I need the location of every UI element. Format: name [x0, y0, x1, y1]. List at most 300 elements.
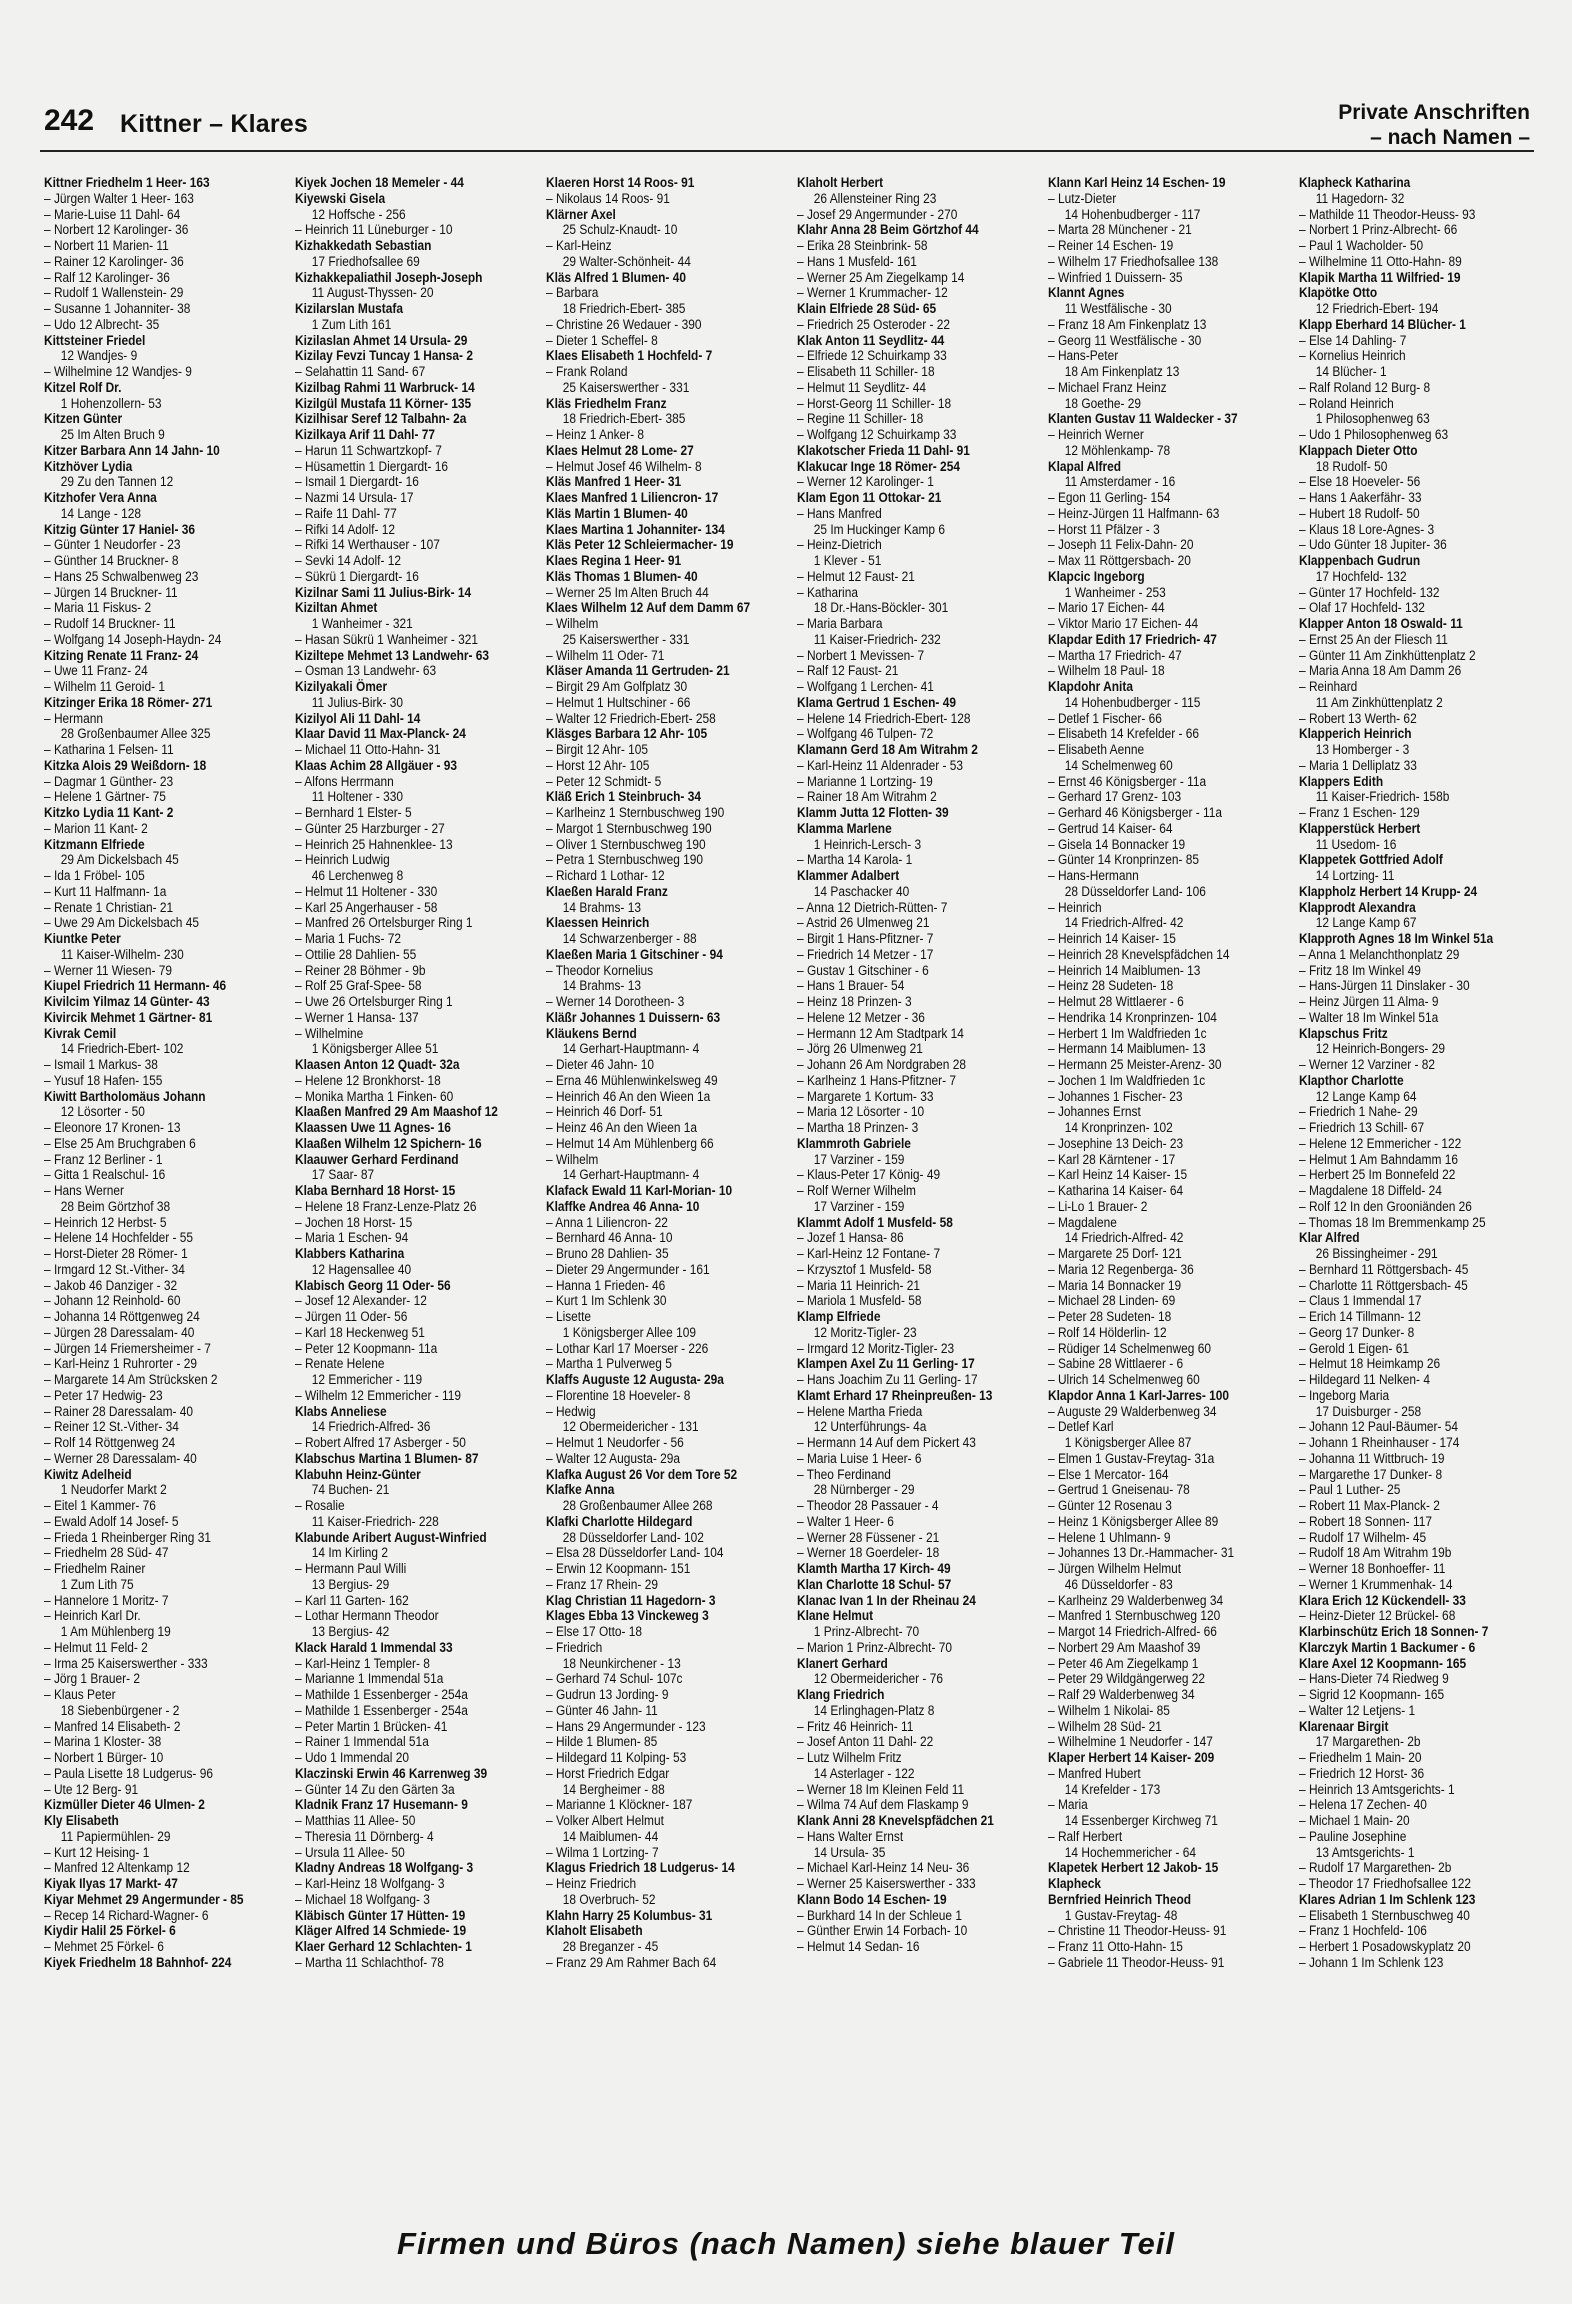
directory-surname-entry: Kizilarslan Mustafa	[295, 301, 403, 317]
directory-entry: – Franz 1 Eschen- 129	[1299, 805, 1420, 821]
directory-entry: – Sabine 28 Wittlaerer - 6	[1048, 1356, 1184, 1373]
directory-entry: – Lutz-Dieter	[1048, 190, 1117, 207]
directory-entry: – Maria 12 Lösorter - 10	[797, 1104, 925, 1121]
directory-surname-entry: Kitzer Barbara Ann 14 Jahn- 10	[44, 442, 220, 459]
directory-entry: – Hermann 12 Am Stadtpark 14	[797, 1025, 964, 1042]
column-3	[546, 176, 786, 2186]
directory-entry-continuation: 17 Margarethen- 2b	[1315, 1734, 1421, 1751]
directory-entry-continuation: 14 Blücher- 1	[1315, 364, 1387, 380]
directory-surname-entry: Klann Bodo 14 Eschen- 19	[797, 1891, 947, 1908]
directory-entry: – Krzysztof 1 Musfeld- 58	[797, 1261, 932, 1278]
directory-entry: – Gerold 1 Eigen- 61	[1299, 1340, 1409, 1357]
directory-surname-entry: Kitzmann Elfriede	[44, 836, 145, 853]
directory-entry: – Rudolf 1 Wallenstein- 29	[44, 285, 184, 302]
directory-entry: – Gitta 1 Realschul- 16	[44, 1167, 166, 1184]
directory-surname-entry: Kläser Amanda 11 Gertruden- 21	[546, 663, 730, 680]
directory-surname-entry: Klanten Gustav 11 Waldecker - 37	[1048, 411, 1238, 428]
directory-entry-continuation: 14 Gerhart-Hauptmann- 4	[562, 1041, 700, 1058]
directory-entry: – Irmgard 12 Moritz-Tigler- 23	[797, 1340, 955, 1357]
directory-entry: – Heinz 1 Königsberger Allee 89	[1048, 1513, 1219, 1530]
directory-entry: – Heinz Jürgen 11 Alma- 9	[1299, 994, 1439, 1010]
directory-surname-entry: Kiyar Mehmet 29 Angermunder - 85	[44, 1891, 244, 1908]
directory-entry: – Uwe 26 Ortelsburger Ring 1	[295, 994, 453, 1010]
directory-entry: – Theresia 11 Dörnberg- 4	[295, 1828, 434, 1845]
directory-entry: – Paul 1 Wacholder- 50	[1299, 238, 1424, 254]
directory-entry: – Ingeborg Maria	[1299, 1387, 1390, 1404]
column-6	[1299, 176, 1539, 2186]
directory-surname-entry: Klamp Elfriede	[797, 1309, 881, 1325]
directory-entry: – Heinz Friedrich	[546, 1876, 637, 1892]
directory-entry: – Walter 12 Letjens- 1	[1299, 1702, 1416, 1719]
directory-entry: – Elfriede 12 Schuirkamp 33	[797, 348, 947, 365]
directory-surname-entry: Kiydir Halil 25 Förkel- 6	[44, 1923, 176, 1940]
directory-surname-entry: Kiuntke Peter	[44, 931, 121, 947]
directory-entry-continuation: 17 Hochfeld- 132	[1315, 568, 1407, 585]
directory-surname-entry: Kizilbag Rahmi 11 Warbruck- 14	[295, 379, 475, 396]
directory-entry-continuation: 28 Großenbaumer Allee 325	[60, 726, 211, 743]
directory-entry: – Sevki 14 Adolf- 12	[295, 553, 402, 569]
directory-surname-entry: Klapdor Anna 1 Karl-Jarres- 100	[1048, 1387, 1230, 1404]
directory-entry: – Susanne 1 Johanniter- 38	[44, 301, 191, 317]
directory-entry: – Karlheinz 29 Walderbenweg 34	[1048, 1592, 1224, 1609]
directory-surname-entry: Klarczyk Martin 1 Backumer - 6	[1299, 1639, 1476, 1656]
section-title-line1: Private Anschriften	[1338, 101, 1530, 124]
directory-entry: – Gabriele 11 Theodor-Heuss- 91	[1048, 1954, 1225, 1971]
directory-entry: – Gustav 1 Gitschiner - 6	[797, 962, 929, 979]
directory-entry: – Max 11 Röttgersbach- 20	[1048, 553, 1191, 569]
directory-entry: – Hüsamettin 1 Diergardt- 16	[295, 458, 449, 475]
directory-entry: – Margarete 1 Kortum- 33	[797, 1088, 934, 1105]
directory-entry: – Johannes Ernst	[1048, 1104, 1141, 1121]
directory-entry-continuation: 28 Großenbaumer Allee 268	[562, 1498, 713, 1514]
directory-entry: – Burkhard 14 In der Schleue 1	[797, 1907, 962, 1924]
directory-entry: – Katharina 1 Felsen- 11	[44, 742, 174, 758]
directory-entry: – Erna 46 Mühlenwinkelsweg 49	[546, 1072, 718, 1089]
directory-entry: – Heinrich 14 Maiblumen- 13	[1048, 962, 1201, 979]
directory-columns	[44, 176, 1538, 2186]
directory-entry: – Reiner 14 Eschen- 19	[1048, 238, 1174, 254]
directory-entry: – Maria Anna 18 Am Damm 26	[1299, 663, 1462, 680]
directory-entry: – Werner 18 Im Kleinen Feld 11	[797, 1781, 965, 1798]
directory-entry: – Hans Manfred	[797, 505, 882, 522]
directory-entry: – Alfons Herrmann	[295, 773, 394, 790]
directory-surname-entry: Kly Elisabeth	[44, 1813, 119, 1829]
directory-entry: – Wilhelm 17 Friedhofsallee 138	[1048, 253, 1219, 270]
directory-entry: – Hans 1 Brauer- 54	[797, 978, 905, 995]
directory-entry: – Johannes 1 Fischer- 23	[1048, 1088, 1183, 1105]
directory-entry: – Heinrich	[1048, 899, 1102, 916]
directory-entry: – Heinrich 28 Knevelspfädchen 14	[1048, 946, 1230, 963]
directory-surname-entry: Klafki Charlotte Hildegard	[546, 1513, 693, 1530]
directory-surname-entry: Kitzen Günter	[44, 411, 123, 428]
directory-entry: – Friedrich	[546, 1639, 603, 1656]
directory-entry: – Marion 1 Prinz-Albrecht- 70	[797, 1639, 952, 1656]
directory-surname-entry: Klapötke Otto	[1299, 285, 1378, 302]
directory-entry-continuation: 14 Lortzing- 11	[1315, 868, 1395, 884]
directory-entry-continuation: 25 Schulz-Knaudt- 10	[562, 222, 678, 239]
directory-entry: – Monika Martha 1 Finken- 60	[295, 1088, 454, 1105]
directory-entry-continuation: 25 Im Alten Bruch 9	[60, 427, 165, 443]
directory-entry: – Robert 13 Werth- 62	[1299, 710, 1417, 727]
directory-entry: – Werner 1 Hansa- 137	[295, 1009, 419, 1026]
directory-entry: – Helene 1 Gärtner- 75	[44, 789, 166, 806]
directory-entry: – Marie-Luise 11 Dahl- 64	[44, 206, 181, 223]
directory-entry: – Ralf 29 Walderbenweg 34	[1048, 1687, 1195, 1703]
directory-entry: – Ralf Herbert	[1048, 1828, 1123, 1845]
directory-entry-continuation: 14 Gerhart-Hauptmann- 4	[562, 1167, 700, 1184]
directory-entry-continuation: 1 Wanheimer - 321	[311, 616, 413, 632]
directory-entry: – Michael Franz Heinz	[1048, 379, 1167, 396]
directory-entry: – Magdalene 18 Diffeld- 24	[1299, 1183, 1442, 1199]
directory-entry: – Hans-Jürgen 11 Dinslaker - 30	[1299, 978, 1470, 995]
directory-entry: – Jürgen 14 Bruckner- 11	[44, 584, 178, 601]
directory-surname-entry: Klapcic Ingeborg	[1048, 568, 1145, 585]
directory-entry-continuation: 12 Lösorter - 50	[60, 1104, 145, 1121]
directory-entry: – Jürgen Walter 1 Heer- 163	[44, 190, 194, 207]
directory-entry: – Elisabeth Aenne	[1048, 742, 1145, 758]
directory-entry: – Karl-Heinz 12 Fontane- 7	[797, 1246, 941, 1262]
directory-entry: – Hannelore 1 Moritz- 7	[44, 1592, 169, 1609]
directory-entry: – Erwin 12 Koopmann- 151	[546, 1561, 691, 1577]
directory-entry: – Lutz Wilhelm Fritz	[797, 1750, 902, 1766]
directory-surname-entry: Kläsges Barbara 12 Ahr- 105	[546, 726, 708, 743]
directory-surname-entry: Kiwitz Adelheid	[44, 1466, 132, 1483]
directory-entry: – Heinrich 12 Herbst- 5	[44, 1214, 167, 1231]
directory-entry: – Ewald Adolf 14 Josef- 5	[44, 1513, 179, 1530]
directory-surname-entry: Kläs Thomas 1 Blumen- 40	[546, 568, 698, 585]
directory-entry: – Helmut 18 Heimkamp 26	[1299, 1356, 1441, 1373]
directory-surname-entry: Kizhakkedath Sebastian	[295, 238, 432, 254]
directory-entry-continuation: 17 Duisburger - 258	[1315, 1403, 1422, 1420]
directory-entry: – Elisabeth 11 Schiller- 18	[797, 364, 935, 380]
directory-entry: – Peter 12 Schmidt- 5	[546, 773, 662, 790]
directory-entry: – Nazmi 14 Ursula- 17	[295, 490, 414, 506]
directory-entry: – Hildegard 11 Nelken- 4	[1299, 1372, 1430, 1388]
directory-surname-entry: Klaholt Elisabeth	[546, 1923, 643, 1940]
directory-entry: – Karl 25 Angerhauser - 58	[295, 899, 438, 916]
directory-surname-entry: Kiziltan Ahmet	[295, 600, 378, 617]
directory-surname-entry: Klaaßen Wilhelm 12 Spichern- 16	[295, 1135, 482, 1152]
directory-entry-continuation: 12 Emmericher - 119	[311, 1372, 423, 1388]
directory-entry: – Volker Albert Helmut	[546, 1813, 664, 1829]
directory-entry: – Marina 1 Kloster- 38	[44, 1734, 162, 1751]
directory-entry: – Dieter 29 Angermunder - 161	[546, 1261, 710, 1278]
directory-entry-continuation: 18 Overbruch- 52	[562, 1891, 656, 1908]
directory-entry-continuation: 18 Rudolf- 50	[1315, 458, 1388, 475]
directory-surname-entry: Klaes Elisabeth 1 Hochfeld- 7	[546, 348, 713, 365]
directory-entry: – Norbert 12 Karolinger- 36	[44, 222, 189, 239]
directory-entry: – Helmut 11 Seydlitz- 44	[797, 379, 926, 396]
footer-note: Firmen und Büros (nach Namen) siehe blauer Teil	[397, 2226, 1175, 2261]
directory-entry: – Irmgard 12 St.-Vither- 34	[44, 1261, 185, 1278]
directory-entry: – Dieter 1 Scheffel- 8	[546, 332, 658, 349]
directory-surname-entry: Kivircik Mehmet 1 Gärtner- 81	[44, 1009, 213, 1026]
directory-entry: – Karl Heinz 14 Kaiser- 15	[1048, 1167, 1188, 1184]
directory-entry: – Martha 18 Prinzen- 3	[797, 1120, 919, 1136]
directory-surname-entry: Klanac Ivan 1 In der Rheinau 24	[797, 1592, 976, 1609]
directory-entry: – Helmut 1 Am Bahndamm 16	[1299, 1151, 1458, 1168]
directory-entry-continuation: 14 Friedrich-Ebert- 102	[60, 1041, 184, 1058]
directory-entry: – Wilma 1 Lortzing- 7	[546, 1844, 659, 1861]
directory-entry: – Franz 17 Rhein- 29	[546, 1576, 658, 1593]
directory-surname-entry: Kizilnar Sami 11 Julius-Birk- 14	[295, 584, 472, 601]
directory-surname-entry: Klapetek Herbert 12 Jakob- 15	[1048, 1860, 1219, 1877]
directory-surname-entry: Klain Elfriede 28 Süd- 65	[797, 301, 937, 317]
directory-entry-continuation: 18 Friedrich-Ebert- 385	[562, 301, 686, 317]
directory-surname-entry: Kizilaslan Ahmet 14 Ursula- 29	[295, 332, 468, 349]
directory-entry: – Werner 25 Kaiserswerther - 333	[797, 1876, 976, 1892]
directory-entry: – Wilhelm 11 Geroid- 1	[44, 679, 165, 695]
column-4	[797, 176, 1037, 2186]
directory-surname-entry: Klack Harald 1 Immendal 33	[295, 1639, 453, 1656]
directory-entry-continuation: 14 Krefelder - 173	[1064, 1781, 1161, 1798]
directory-entry: – Paula Lisette 18 Ludgerus- 96	[44, 1765, 213, 1782]
directory-entry: – Maria 1 Eschen- 94	[295, 1230, 409, 1247]
directory-entry: – Michael Karl-Heinz 14 Neu- 36	[797, 1860, 970, 1877]
directory-entry-continuation: 14 Ursula- 35	[813, 1844, 886, 1861]
directory-entry: – Egon 11 Gerling- 154	[1048, 490, 1171, 506]
column-2	[295, 176, 535, 2186]
directory-entry: – Astrid 26 Ulmenweg 21	[797, 915, 930, 932]
directory-entry-continuation: 12 Heinrich-Bongers- 29	[1315, 1041, 1445, 1058]
directory-entry: – Theodor Kornelius	[546, 962, 654, 979]
directory-entry-continuation: 14 Hohenbudberger - 117	[1064, 206, 1201, 223]
directory-entry: – Hans-Hermann	[1048, 868, 1139, 884]
directory-entry: – Heinz 1 Anker- 8	[546, 427, 645, 443]
directory-entry: – Jörg 1 Brauer- 2	[44, 1671, 141, 1688]
directory-entry: – Michael 1 Main- 20	[1299, 1813, 1410, 1829]
directory-entry: – Wilhelm	[546, 616, 599, 632]
directory-surname-entry: Klappholz Herbert 14 Krupp- 24	[1299, 883, 1478, 900]
directory-entry: – Bernhard 11 Röttgersbach- 45	[1299, 1261, 1469, 1278]
directory-entry: – Ernst 46 Königsberger - 11a	[1048, 773, 1207, 790]
directory-surname-entry: Kizilyol Ali 11 Dahl- 14	[295, 710, 421, 727]
directory-surname-entry: Kläbisch Günter 17 Hütten- 19	[295, 1907, 466, 1924]
directory-surname-entry: Klannt Agnes	[1048, 285, 1125, 302]
directory-entry: – Günter 14 Zu den Gärten 3a	[295, 1781, 455, 1798]
directory-entry: – Norbert 1 Prinz-Albrecht- 66	[1299, 222, 1458, 239]
directory-surname-entry: Klaes Manfred 1 Liliencron- 17	[546, 490, 719, 506]
directory-entry-continuation: 12 Moritz-Tigler- 23	[813, 1324, 917, 1341]
directory-surname-entry: Klapal Alfred	[1048, 458, 1122, 475]
directory-entry: – Franz 18 Am Finkenplatz 13	[1048, 316, 1207, 333]
directory-surname-entry: Kitzinger Erika 18 Römer- 271	[44, 694, 213, 711]
directory-entry: – Wilhelm 18 Paul- 18	[1048, 663, 1165, 680]
directory-entry: – Günter 46 Jahn- 11	[546, 1702, 658, 1719]
directory-surname-entry: Klappers Edith	[1299, 773, 1384, 790]
directory-entry: – Winfried 1 Duissern- 35	[1048, 269, 1183, 286]
directory-entry: – Maria Luise 1 Heer- 6	[797, 1450, 922, 1467]
directory-entry-continuation: 14 Brahms- 13	[562, 899, 641, 916]
directory-entry: – Herbert 25 Im Bonnefeld 22	[1299, 1167, 1456, 1184]
page-number: 242	[44, 104, 95, 137]
directory-entry-continuation: 26 Allensteiner Ring 23	[813, 190, 937, 207]
directory-entry: – Rainer 1 Immendal 51a	[295, 1734, 429, 1751]
directory-surname-entry: Kizhakkepaliathil Joseph-Joseph	[295, 269, 483, 286]
directory-entry: – Rainer 18 Am Witrahm 2	[797, 789, 937, 806]
running-head: Kittner – Klares	[120, 110, 308, 138]
directory-surname-entry: Kiwitt Bartholomäus Johann	[44, 1088, 206, 1105]
directory-entry-continuation: 13 Bergius- 42	[311, 1624, 390, 1640]
directory-entry: – Friedrich 14 Metzer - 17	[797, 946, 934, 963]
directory-entry: – Renate 1 Christian- 21	[44, 899, 174, 916]
directory-entry-continuation: 28 Düsseldorfer Land- 106	[1064, 883, 1206, 900]
directory-entry: – Erich 14 Tillmann- 12	[1299, 1309, 1421, 1325]
directory-surname-entry: Kiyewski Gisela	[295, 190, 386, 207]
directory-surname-entry: Kitzel Rolf Dr.	[44, 379, 122, 396]
directory-surname-entry: Klapthor Charlotte	[1299, 1072, 1404, 1089]
directory-surname-entry: Klappach Dieter Otto	[1299, 442, 1418, 459]
directory-entry-continuation: 25 Im Huckinger Kamp 6	[813, 521, 945, 538]
directory-surname-entry: Klabisch Georg 11 Oder- 56	[295, 1277, 451, 1294]
directory-entry: – Herbert 1 Posadowskyplatz 20	[1299, 1939, 1471, 1955]
directory-entry: – Jürgen 28 Daressalam- 40	[44, 1324, 195, 1341]
directory-entry: – Frieda 1 Rheinberger Ring 31	[44, 1529, 211, 1546]
directory-entry: – Hans-Peter	[1048, 348, 1119, 365]
directory-surname-entry: Kitzhofer Vera Anna	[44, 490, 157, 506]
section-title	[1338, 100, 1530, 150]
directory-entry: – Karl 28 Kärntener - 17	[1048, 1151, 1176, 1168]
directory-entry: – Rudolf 17 Wilhelm- 45	[1299, 1529, 1427, 1546]
directory-entry-continuation: 13 Bergius- 29	[311, 1576, 390, 1593]
directory-surname-entry: Kläß Erich 1 Steinbruch- 34	[546, 789, 701, 806]
directory-entry: – Hermann Paul Willi	[295, 1561, 407, 1577]
directory-entry-continuation: 14 Hohenbudberger - 115	[1064, 694, 1201, 711]
directory-entry: – Wolfgang 12 Schuirkamp 33	[797, 427, 957, 443]
directory-entry-continuation: 13 Amtsgerichts- 1	[1315, 1844, 1415, 1861]
directory-entry: – Josef 12 Alexander- 12	[295, 1293, 427, 1310]
directory-entry: – Ralf 12 Karolinger- 36	[44, 269, 170, 286]
directory-entry: – Petra 1 Sternbuschweg 190	[546, 852, 704, 869]
directory-entry-continuation: 12 Lange Kamp 67	[1315, 915, 1417, 932]
directory-surname-entry: Kivrak Cemil	[44, 1025, 117, 1042]
directory-entry-continuation: 17 Varziner - 159	[813, 1198, 905, 1215]
directory-entry: – Olaf 17 Hochfeld- 132	[1299, 600, 1425, 617]
directory-surname-entry: Klarbinschütz Erich 18 Sonnen- 7	[1299, 1624, 1489, 1640]
directory-surname-entry: Klank Anni 28 Knevelspfädchen 21	[797, 1813, 994, 1829]
directory-entry-continuation: 1 Heinrich-Lersch- 3	[813, 836, 922, 853]
directory-entry-continuation: 11 Papiermühlen- 29	[60, 1828, 171, 1845]
directory-entry: – Wilhelm 11 Oder- 71	[546, 647, 665, 664]
directory-entry: – Sigrid 12 Koopmann- 165	[1299, 1687, 1445, 1703]
directory-entry: – Johann 12 Reinhold- 60	[44, 1293, 181, 1310]
directory-entry-continuation: 12 Friedrich-Ebert- 194	[1315, 301, 1439, 317]
directory-entry-continuation: 1 Königsberger Allee 51	[311, 1041, 439, 1058]
directory-surname-entry: Klaeßen Maria 1 Gitschiner - 94	[546, 946, 723, 963]
directory-entry: – Rudolf 18 Am Witrahm 19b	[1299, 1545, 1452, 1562]
directory-surname-entry: Klama Gertrud 1 Eschen- 49	[797, 694, 956, 711]
directory-entry: – Manfred 26 Ortelsburger Ring 1	[295, 915, 473, 932]
directory-entry-continuation: 29 Zu den Tannen 12	[60, 474, 174, 491]
directory-surname-entry: Kittsteiner Friedel	[44, 332, 146, 349]
directory-entry: – Günter 14 Kronprinzen- 85	[1048, 852, 1200, 869]
directory-entry-continuation: 1 Königsberger Allee 87	[1064, 1435, 1192, 1451]
directory-entry: – Martha 14 Karola- 1	[797, 852, 913, 869]
directory-entry: – Ottilie 28 Dahlien- 55	[295, 946, 417, 963]
directory-surname-entry: Klammer Adalbert	[797, 868, 900, 884]
directory-entry: – Walter 18 Im Winkel 51a	[1299, 1009, 1439, 1026]
directory-entry: – Maria 11 Heinrich- 21	[797, 1277, 920, 1294]
directory-entry: – Hedwig	[546, 1403, 596, 1420]
directory-entry-continuation: 14 Essenberger Kirchweg 71	[1064, 1813, 1218, 1829]
directory-entry: – Viktor Mario 17 Eichen- 44	[1048, 616, 1199, 632]
directory-entry: – Maria 12 Regenberga- 36	[1048, 1261, 1194, 1278]
directory-surname-entry: Klare Axel 12 Koopmann- 165	[1299, 1655, 1467, 1672]
directory-surname-entry: Klam Egon 11 Ottokar- 21	[797, 490, 942, 506]
directory-entry: – Maria	[1048, 1797, 1088, 1814]
directory-entry: – Selahattin 11 Sand- 67	[295, 364, 426, 380]
directory-entry-continuation: 28 Breganzer - 45	[562, 1939, 659, 1955]
directory-entry: – Jochen 18 Horst- 15	[295, 1214, 413, 1231]
directory-entry-continuation: 46 Lerchenweg 8	[311, 868, 404, 884]
directory-entry: – Anna 12 Dietrich-Rütten- 7	[797, 899, 948, 916]
directory-entry: – Friedhelm Rainer	[44, 1561, 146, 1577]
directory-entry: – Harun 11 Schwartzkopf- 7	[295, 442, 442, 459]
directory-surname-entry: Klapper Anton 18 Oswald- 11	[1299, 616, 1463, 632]
directory-entry-continuation: 11 Amsterdamer - 16	[1064, 474, 1176, 491]
directory-entry: – Klaus-Peter 17 König- 49	[797, 1167, 941, 1184]
directory-entry: – Nikolaus 14 Roos- 91	[546, 190, 670, 207]
directory-entry: – Günter 11 Am Zinkhüttenplatz 2	[1299, 647, 1476, 664]
directory-entry-continuation: 14 Maiblumen- 44	[562, 1828, 659, 1845]
directory-entry: – Norbert 1 Bürger- 10	[44, 1750, 164, 1766]
directory-entry-continuation: 11 Julius-Birk- 30	[311, 694, 403, 711]
directory-entry: – Maria Barbara	[797, 616, 883, 632]
directory-entry: – Karl-Heinz	[546, 238, 612, 254]
directory-entry-continuation: 29 Walter-Schönheit- 44	[562, 253, 691, 270]
directory-entry: – Heinrich Werner	[1048, 427, 1144, 443]
directory-entry: – Hans 1 Aakerfähr- 33	[1299, 490, 1422, 506]
directory-entry: – Hermann	[44, 710, 103, 727]
directory-entry: – Kurt 1 Im Schlenk 30	[546, 1293, 667, 1310]
directory-entry-continuation: 11 Am Zinkhüttenplatz 2	[1315, 694, 1443, 711]
directory-entry-continuation: 28 Beim Görtzhof 38	[60, 1198, 171, 1215]
directory-surname-entry: Klabunde Aribert August-Winfried	[295, 1529, 487, 1546]
directory-surname-entry: Kläs Alfred 1 Blumen- 40	[546, 269, 686, 286]
directory-entry-continuation: 14 Lange - 128	[60, 505, 141, 522]
directory-entry: – Wilhelmine	[295, 1025, 364, 1042]
directory-entry: – Franz 11 Otto-Hahn- 15	[1048, 1939, 1183, 1955]
directory-entry: – Dagmar 1 Günther- 23	[44, 773, 174, 790]
directory-entry: – Werner 28 Füssener - 21	[797, 1529, 940, 1546]
directory-entry: – Johannes 13 Dr.-Hammacher- 31	[1048, 1545, 1235, 1562]
directory-entry: – Reinhard	[1299, 679, 1358, 695]
directory-entry-continuation: 11 Kaiser-Wilhelm- 230	[60, 946, 184, 963]
directory-surname-entry: Klamm Jutta 12 Flotten- 39	[797, 805, 949, 821]
directory-entry: – Pauline Josephine	[1299, 1828, 1407, 1845]
directory-entry: – Birgit 1 Hans-Pfitzner- 7	[797, 931, 934, 947]
directory-surname-entry: Kläßr Johannes 1 Duissern- 63	[546, 1009, 721, 1026]
directory-entry-continuation: 46 Düsseldorfer - 83	[1064, 1576, 1173, 1593]
directory-surname-entry: Kläs Friedhelm Franz	[546, 395, 667, 412]
directory-surname-entry: Klares Adrian 1 Im Schlenk 123	[1299, 1891, 1476, 1908]
directory-entry: – Birgit 12 Ahr- 105	[546, 742, 649, 758]
directory-entry-continuation: 26 Bissingheimer - 291	[1315, 1246, 1438, 1262]
directory-entry: – Norbert 1 Mevissen- 7	[797, 647, 925, 664]
directory-surname-entry: Klamann Gerd 18 Am Witrahm 2	[797, 742, 978, 758]
directory-entry: – Udo 1 Philosophenweg 63	[1299, 427, 1449, 443]
directory-entry: – Bruno 28 Dahlien- 35	[546, 1246, 669, 1262]
directory-entry: – Ulrich 14 Schelmenweg 60	[1048, 1372, 1200, 1388]
directory-entry: – Ismail 1 Diergardt- 16	[295, 474, 419, 491]
directory-entry: – Ismail 1 Markus- 38	[44, 1057, 158, 1073]
directory-surname-entry: Klaper Herbert 14 Kaiser- 209	[1048, 1750, 1215, 1766]
directory-entry: – Gerhard 74 Schul- 107c	[546, 1671, 683, 1688]
directory-entry: – Helmut 1 Neudorfer - 56	[546, 1435, 684, 1451]
directory-entry: – Hermann 14 Auf dem Pickert 43	[797, 1435, 976, 1451]
directory-entry: – Udo Günter 18 Jupiter- 36	[1299, 537, 1447, 554]
directory-entry: – Helene 12 Bronkhorst- 18	[295, 1072, 441, 1089]
